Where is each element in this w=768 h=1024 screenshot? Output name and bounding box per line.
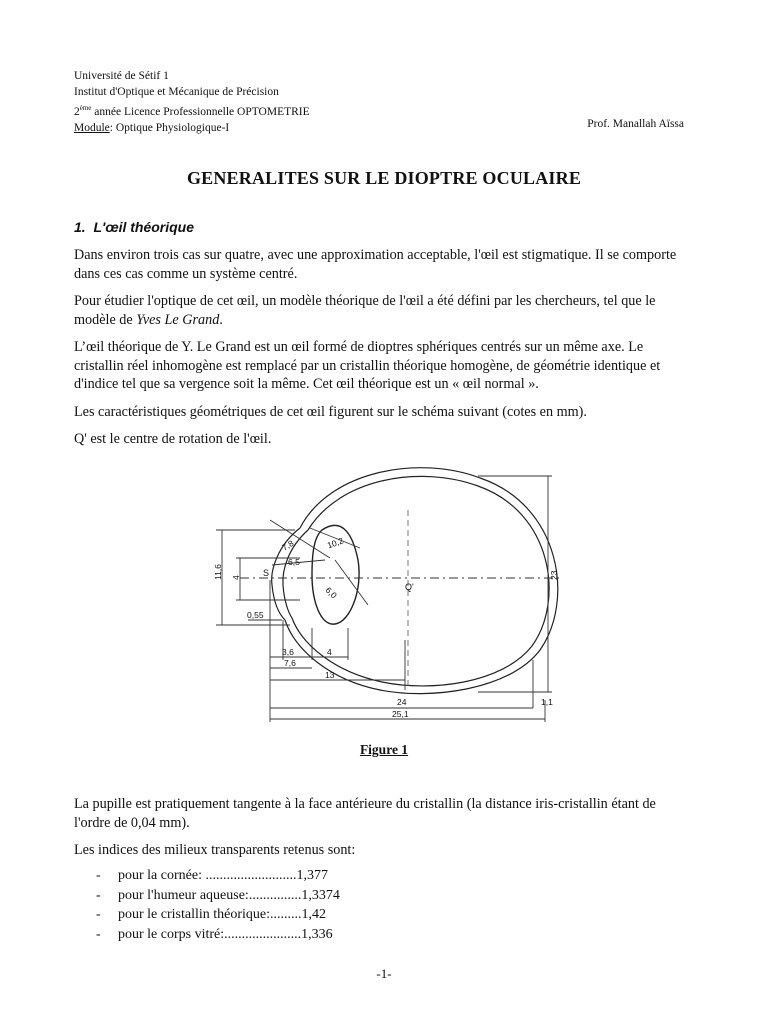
label-axial-length: 24: [397, 697, 407, 707]
section-heading: 1. L'œil théorique: [74, 219, 195, 235]
label-depth-b: 7,6: [284, 658, 296, 668]
label-retina-offset: 1,1: [541, 697, 553, 707]
page-number: -1-: [376, 966, 392, 981]
label-cornea-r-int: 6,5: [288, 557, 300, 567]
paragraph-4: Les caractéristiques géométriques de cet œil figurent sur le schéma suivant (cotes en mm).: [74, 404, 587, 420]
indices-list: [96, 866, 340, 944]
university-name: Université de Sétif 1: [74, 70, 169, 82]
label-pupil: 4: [231, 575, 241, 580]
paragraph-7: Les indices des milieux transparents retenus sont:: [74, 842, 356, 858]
module-line: Module: Optique Physiologique-I: [74, 121, 230, 134]
label-rotation-center: Q': [405, 582, 414, 592]
paragraph-3: L’œil théorique de Y. Le Grand est un œil formé de dioptres sphériques centrés sur un même axe. Le cristallin réel inhomogène est remplacé par un cristallin théorique homogène, de géométrie identique et d'indice tel que sa vergence soit la même. Cet œil théorique est un « œil normal ».: [74, 339, 661, 392]
program-line: 2ème année Licence Professionnelle OPTOMETRIE: [74, 104, 310, 118]
label-cornea-r-ext: 7,8: [280, 537, 296, 553]
label-total-length: 25,1: [392, 709, 409, 719]
label-lens-thick: 4: [327, 647, 332, 657]
list-item: - pour le cristallin théorique:......... 1,42: [96, 907, 327, 922]
figure-caption: Figure 1: [359, 742, 409, 757]
list-item: - pour le corps vitré:...................... 1,336: [96, 926, 333, 942]
label-lens-r-ant: 10,2: [325, 535, 345, 551]
paragraph-6: La pupille est pratiquement tangente à la face antérieure du cristallin (la distance iris-cristallin étant de l'ordre de 0,04 mm).: [74, 796, 656, 831]
globe-outline: [285, 468, 558, 694]
label-vertex: S: [263, 568, 270, 578]
institute-name: Institut d'Optique et Mécanique de Précision: [74, 86, 279, 98]
label-depth-c: 13: [325, 670, 335, 680]
list-item: - pour l'humeur aqueuse:............... 1,3374: [96, 887, 340, 903]
label-height-outer: 11,6: [213, 564, 223, 580]
page-title: GENERALITES SUR LE DIOPTRE OCULAIRE: [186, 168, 582, 188]
paragraph-5: Q' est le centre de rotation de l'œil.: [74, 431, 272, 447]
list-item: - pour la cornée: .......................... 1,377: [96, 868, 328, 883]
paragraph-2: Pour étudier l'optique de cet œil, un modèle théorique de l'œil a été défini par les chercheurs, tel que le modèle de Yves Le Grand.: [74, 293, 656, 328]
label-lens-r-post: 6,0: [323, 584, 339, 601]
professor-name: Prof. Manallah Aïssa: [587, 118, 684, 130]
label-globe-height: 23: [549, 570, 559, 580]
label-depth-a: 3,6: [282, 647, 294, 657]
paragraph-1: Dans environ trois cas sur quatre, avec une approximation acceptable, l'œil est stigmatique. Il se comporte dans ces cas comme un système centré.: [74, 247, 677, 282]
label-cornea-thick: 0,55: [247, 610, 264, 620]
